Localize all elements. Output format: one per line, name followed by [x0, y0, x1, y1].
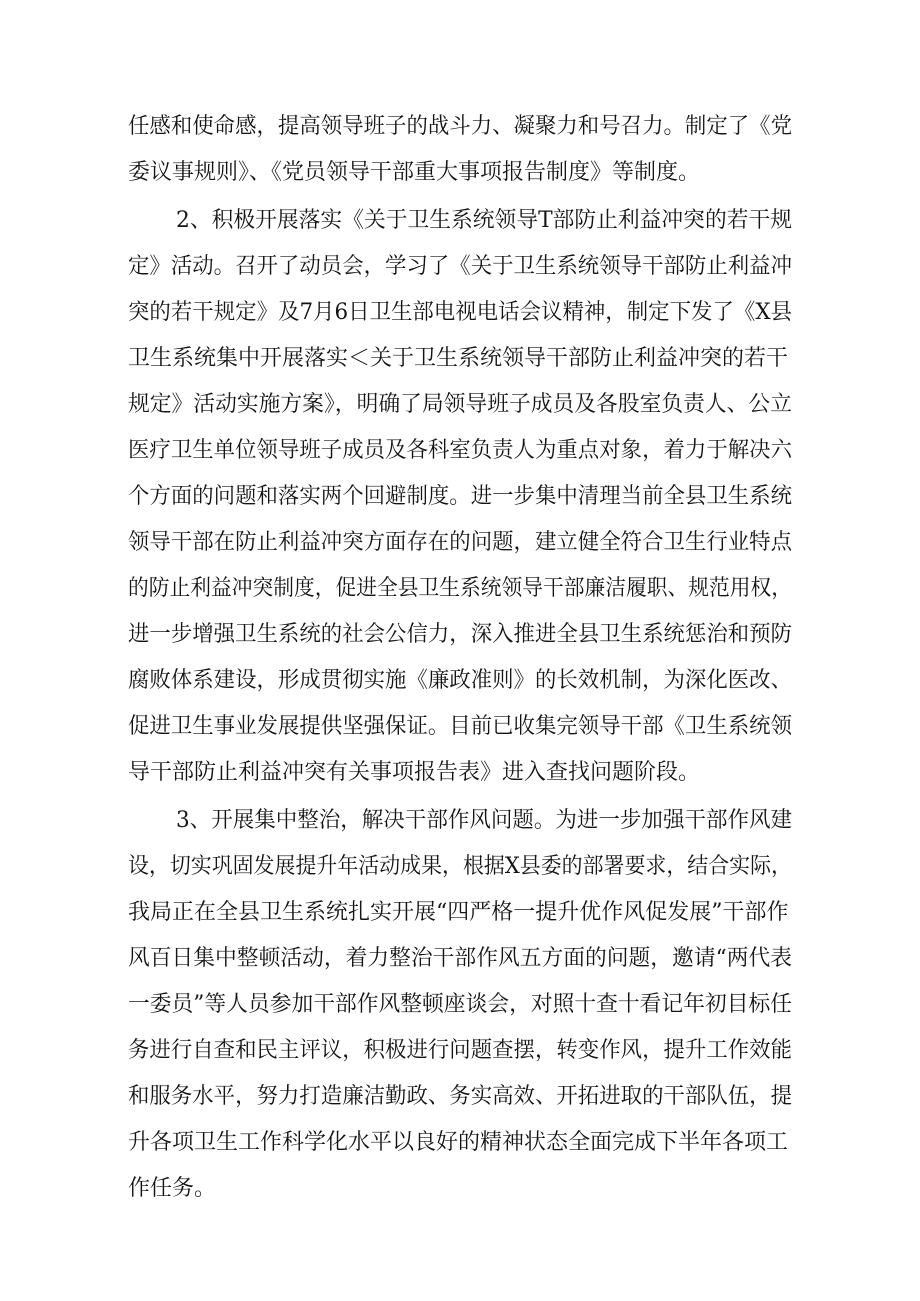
text-line: [0, 845, 920, 889]
line-text: 进一步增强卫生系统的社会公信力，深入推进全县卫生系统惩治和预防: [128, 622, 793, 647]
text-line: [0, 613, 920, 657]
text-line: [0, 567, 920, 611]
text-line: [0, 937, 920, 981]
text-line: [0, 245, 920, 289]
text-line: [0, 151, 920, 195]
line-text: 任感和使命感，提高领导班子的战斗力、凝聚力和号召力。制定了《党: [128, 114, 793, 139]
line-text: 卫生系统集中开展落实＜关于卫生系统领导干部防止利益冲突的若干: [128, 346, 789, 371]
text-line: [0, 291, 920, 335]
line-text: 的防止利益冲突制度，促进全县卫生系统领导干部廉洁履职、规范用权，: [128, 576, 793, 601]
line-text: 规定》活动实施方案》，明确了局领导班子成员及各股室负责人、公立: [128, 392, 792, 417]
text-line: [0, 429, 920, 473]
text-line: [0, 105, 920, 149]
line-text: 医疗卫生单位领导班子成员及各科室负责人为重点对象，着力于解决六: [128, 438, 793, 463]
line-text: 务进行自查和民主评议，积极进行问题查摆，转变作风，提升工作效能: [128, 1038, 793, 1063]
line-text: 我局正在全县卫生系统扎实开展“四严格一提升优作风促发展”干部作: [128, 900, 789, 925]
line-text: 个方面的问题和落实两个回避制度。进一步集中清理当前全县卫生系统: [128, 484, 793, 509]
text-line: [0, 383, 920, 427]
line-text: 一委员”等人员参加干部作风整顿座谈会，对照十查十看记年初目标任: [128, 992, 793, 1017]
text-line: [0, 659, 920, 703]
line-text: 风百日集中整顿活动，着力整治干部作风五方面的问题，邀请“两代表: [128, 946, 793, 971]
paragraph-3-first-line: [0, 799, 920, 843]
text-line: [0, 1167, 920, 1211]
text-line: [0, 891, 920, 935]
line-text: 设，切实巩固发展提升年活动成果，根据X县委的部署要求，结合实际，: [128, 854, 792, 879]
line-text: 导干部防止利益冲突有关事项报告表》进入查找问题阶段。: [128, 760, 701, 785]
line-text: 升各项卫生工作科学化水平以良好的精神状态全面完成下半年各项工: [128, 1130, 789, 1155]
text-line: [0, 1121, 920, 1165]
text-line: [0, 751, 920, 795]
line-text: 2、积极开展落实《关于卫生系统领导T部防止利益冲突的若干规: [176, 208, 793, 233]
text-line: [0, 475, 920, 519]
line-text: 领导干部在防止利益冲突方面存在的问题，建立健全符合卫生行业特点: [128, 530, 793, 555]
line-text: 腐败体系建设，形成贯彻实施《廉政准则》的长效机制，为深化医改、: [128, 668, 793, 693]
line-text: 作任务。: [128, 1176, 217, 1201]
text-line: [0, 521, 920, 565]
text-line: [0, 705, 920, 749]
text-line: [0, 1075, 920, 1119]
line-text: 定》活动。召开了动员会，学习了《关于卫生系统领导干部防止利益冲: [128, 254, 793, 279]
line-text: 和服务水平，努力打造廉洁勤政、务实高效、开拓进取的干部队伍，提: [128, 1084, 793, 1109]
text-line: [0, 983, 920, 1027]
line-text: 突的若干规定》及7月6日卫生部电视电话会议精神，制定下发了《X县: [128, 300, 793, 325]
paragraph-2-first-line: [0, 199, 920, 243]
line-text: 委议事规则》、《党员领导干部重大事项报告制度》等制度。: [128, 160, 701, 185]
line-text: 促进卫生事业发展提供坚强保证。目前已收集完领导干部《卫生系统领: [128, 714, 793, 739]
text-line: [0, 337, 920, 381]
text-line: [0, 1029, 920, 1073]
line-text: 3、开展集中整治，解决干部作风问题。为进一步加强干部作风建: [176, 808, 793, 833]
